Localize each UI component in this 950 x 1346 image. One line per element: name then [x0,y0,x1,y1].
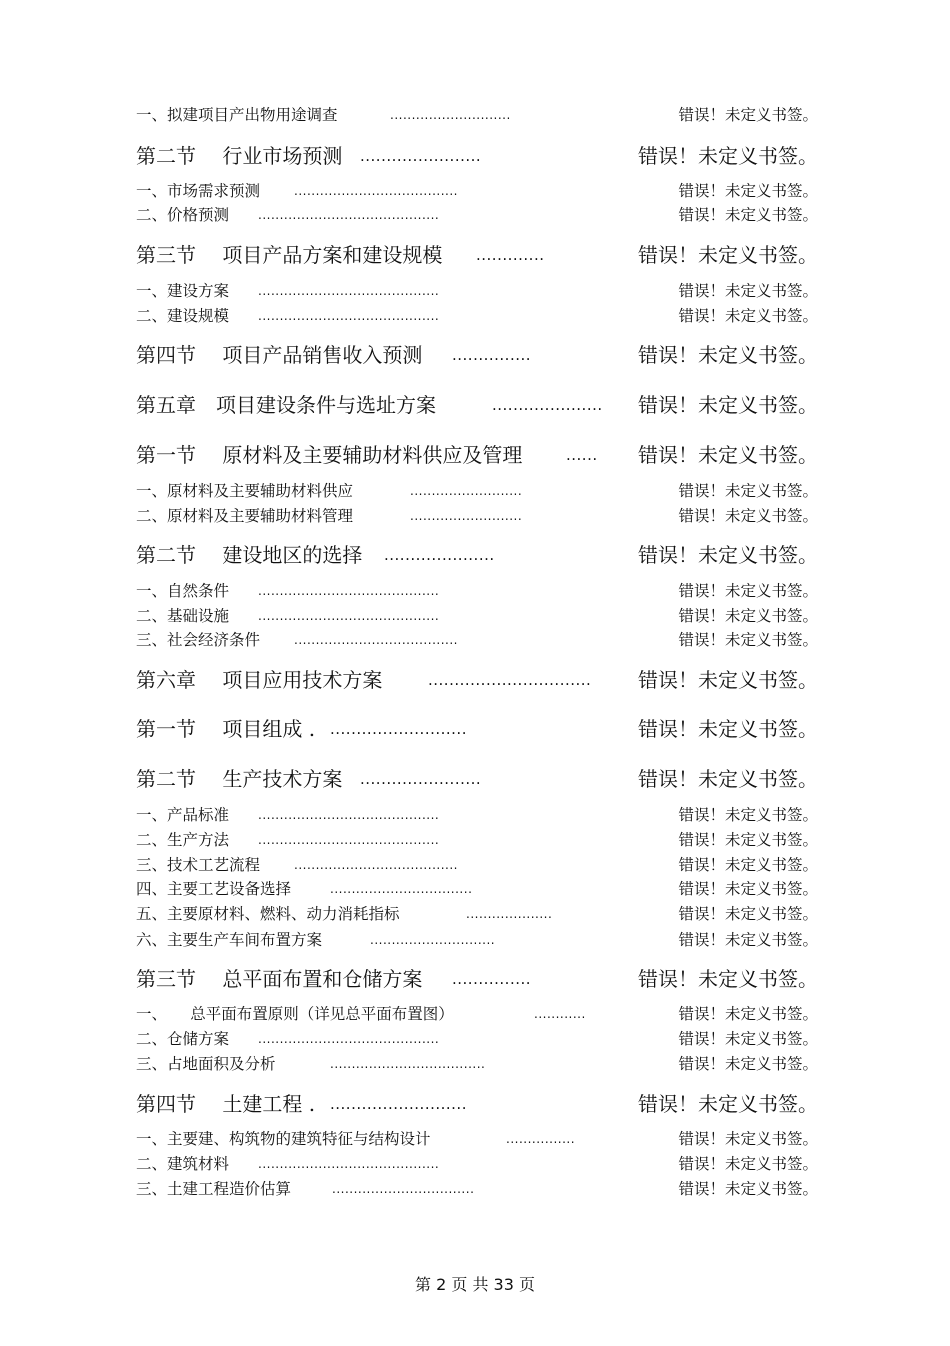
toc-entry[interactable] [136,481,818,501]
footer-total-pages: 33 [493,1275,514,1294]
toc-leader-dots: ....................... [360,770,482,788]
toc-entry-title: 六、主要生产车间布置方案 [136,931,323,949]
toc-entry-title: 一、市场需求预测 [136,182,261,200]
toc-leader-dots: ...................................... [294,633,458,647]
toc-page-reference: 错误！未定义书签。 [678,631,818,649]
toc-entry-title: 第三节 项目产品方案和建设规模 [136,243,443,267]
toc-entry[interactable] [136,930,818,950]
toc-entry-title: 第二节 行业市场预测 [136,144,343,168]
page-footer [0,1272,950,1295]
toc-entry[interactable] [136,855,818,875]
toc-leader-dots: .......................................... [258,208,440,222]
toc-entry[interactable] [136,581,818,601]
toc-page-reference: 错误！未定义书签。 [638,1092,818,1116]
toc-entry-title: 二、建设规模 [136,307,230,325]
toc-entry[interactable] [136,1129,818,1149]
toc-leader-dots: .......................................... [258,1157,440,1171]
toc-page-reference: 错误！未定义书签。 [678,307,818,325]
toc-page-reference: 错误！未定义书签。 [678,1030,818,1048]
footer-mid: 页 共 [451,1275,489,1294]
toc-leader-dots: ............... [452,346,532,364]
toc-leader-dots: .......................................... [258,284,440,298]
toc-entry-title: 一、自然条件 [136,582,230,600]
toc-entry-title: 第二节 建设地区的选择 [136,543,363,567]
toc-leader-dots: ................................. [330,882,473,896]
toc-leader-dots: ...................................... [294,858,458,872]
toc-entry-title: 一、建设方案 [136,282,230,300]
toc-leader-dots: ..................... [384,546,495,564]
toc-page-reference: 错误！未定义书签。 [678,806,818,824]
toc-page-reference: 错误！未定义书签。 [678,1180,818,1198]
toc-page-reference: 错误！未定义书签。 [678,831,818,849]
toc-page-reference: 错误！未定义书签。 [678,482,818,500]
toc-leader-dots: ............ [534,1007,586,1021]
toc-page-reference: 错误！未定义书签。 [678,582,818,600]
toc-heading-entry[interactable] [136,542,818,568]
toc-entry-title: 第一节 项目组成 . [136,717,316,741]
toc-entry-title: 二、建筑材料 [136,1155,230,1173]
toc-entry[interactable] [136,606,818,626]
toc-entry-title: 三、社会经济条件 [136,631,261,649]
toc-entry-title: 五、主要原材料、燃料、动力消耗指标 [136,905,400,923]
toc-heading-entry[interactable] [136,342,818,368]
toc-heading-entry[interactable] [136,966,818,992]
toc-leader-dots: ...................................... [294,184,458,198]
toc-leader-dots: .......................... [330,720,467,738]
toc-leader-dots: .......................................... [258,833,440,847]
toc-heading-entry[interactable] [136,392,818,418]
toc-entry-title: 二、原材料及主要辅助材料管理 [136,507,354,525]
toc-entry[interactable] [136,805,818,825]
toc-heading-entry[interactable] [136,1091,818,1117]
toc-entry-title: 一、产品标准 [136,806,230,824]
toc-page-reference: 错误！未定义书签。 [678,905,818,923]
toc-page-reference: 错误！未定义书签。 [638,543,818,567]
toc-leader-dots: .......................... [410,509,523,523]
toc-leader-dots: ....................... [360,147,482,165]
toc-page-reference: 错误！未定义书签。 [678,1005,818,1023]
toc-leader-dots: ............................... [428,671,592,689]
footer-suffix: 页 [519,1275,536,1294]
toc-page-reference: 错误！未定义书签。 [638,343,818,367]
toc-entry-title: 第二节 生产技术方案 [136,767,343,791]
toc-entry[interactable] [136,1054,818,1074]
toc-heading-entry[interactable] [136,143,818,169]
toc-leader-dots: .......................................... [258,309,440,323]
toc-page-reference: 错误！未定义书签。 [638,443,818,467]
toc-entry[interactable] [136,281,818,301]
toc-page-reference: 错误！未定义书签。 [638,144,818,168]
toc-page-reference: 错误！未定义书签。 [678,607,818,625]
toc-entry[interactable] [136,1029,818,1049]
footer-prefix: 第 [414,1275,431,1294]
toc-entry-title: 三、土建工程造价估算 [136,1180,292,1198]
toc-entry[interactable] [136,1179,818,1199]
toc-entry-title: 一、主要建、构筑物的建筑特征与结构设计 [136,1130,431,1148]
toc-entry[interactable] [136,904,818,924]
toc-leader-dots: .......................................... [258,609,440,623]
toc-entry[interactable] [136,306,818,326]
toc-page-reference: 错误！未定义书签。 [678,182,818,200]
toc-leader-dots: .......................... [330,1095,467,1113]
toc-entry[interactable] [136,205,818,225]
toc-leader-dots: ............. [476,246,545,264]
toc-page-reference: 错误！未定义书签。 [678,282,818,300]
toc-leader-dots: .......................................... [258,584,440,598]
toc-page-reference: 错误！未定义书签。 [638,767,818,791]
toc-page-reference: 错误！未定义书签。 [678,1055,818,1073]
toc-page-reference: 错误！未定义书签。 [678,856,818,874]
toc-page-reference: 错误！未定义书签。 [678,206,818,224]
toc-entry-title: 四、主要工艺设备选择 [136,880,292,898]
toc-page-reference: 错误！未定义书签。 [638,243,818,267]
toc-heading-entry[interactable] [136,442,818,468]
toc-page-reference: 错误！未定义书签。 [638,393,818,417]
toc-entry-title: 一、拟建项目产出物用途调查 [136,106,338,124]
toc-entry-title: 二、基础设施 [136,607,230,625]
toc-entry[interactable] [136,506,818,526]
toc-page-reference: 错误！未定义书签。 [638,668,818,692]
toc-leader-dots: ................ [506,1132,576,1146]
toc-entry-title: 第四节 项目产品销售收入预测 [136,343,423,367]
toc-leader-dots: ...... [566,446,598,464]
toc-leader-dots: ............................. [370,933,496,947]
toc-entry-title: 三、占地面积及分析 [136,1055,276,1073]
toc-heading-entry[interactable] [136,766,818,792]
toc-page-reference: 错误！未定义书签。 [678,1130,818,1148]
toc-page-reference: 错误！未定义书签。 [678,1155,818,1173]
toc-leader-dots: .................... [466,907,553,921]
toc-entry-title: 第一节 原材料及主要辅助材料供应及管理 [136,443,523,467]
toc-page-reference: 错误！未定义书签。 [678,931,818,949]
toc-leader-dots: ..................... [492,396,603,414]
toc-entry-title: 一、原材料及主要辅助材料供应 [136,482,354,500]
footer-current-page: 2 [436,1275,447,1294]
toc-entry-title: 二、仓储方案 [136,1030,230,1048]
toc-entry-title: 第五章 项目建设条件与选址方案 [136,393,436,417]
toc-entry[interactable] [136,1154,818,1174]
toc-leader-dots: ............... [452,970,532,988]
toc-entry-title: 第四节 土建工程 . [136,1092,316,1116]
toc-entry[interactable] [136,105,818,125]
toc-entry[interactable] [136,630,818,650]
toc-page-reference: 错误！未定义书签。 [638,717,818,741]
toc-entry[interactable] [136,830,818,850]
toc-entry-title: 二、生产方法 [136,831,230,849]
toc-entry[interactable] [136,879,818,899]
toc-leader-dots: .......................................... [258,1032,440,1046]
toc-entry-title: 第六章 项目应用技术方案 [136,668,383,692]
toc-page-reference: 错误！未定义书签。 [678,507,818,525]
toc-entry[interactable] [136,1004,818,1024]
toc-entry-title: 三、技术工艺流程 [136,856,261,874]
toc-leader-dots: ............................ [390,108,511,122]
toc-page-reference: 错误！未定义书签。 [678,106,818,124]
toc-heading-entry[interactable] [136,667,818,693]
toc-entry[interactable] [136,181,818,201]
toc-leader-dots: .......................... [410,484,523,498]
toc-heading-entry[interactable] [136,242,818,268]
toc-leader-dots: ................................. [332,1182,475,1196]
toc-page-reference: 错误！未定义书签。 [638,967,818,991]
toc-page-reference: 错误！未定义书签。 [678,880,818,898]
toc-entry-title: 一、 总平面布置原则（详见总平面布置图） [136,1005,454,1023]
toc-leader-dots: .................................... [330,1057,486,1071]
toc-heading-entry[interactable] [136,716,818,742]
toc-entry-title: 二、价格预测 [136,206,230,224]
toc-leader-dots: .......................................... [258,808,440,822]
toc-entry-title: 第三节 总平面布置和仓储方案 [136,967,423,991]
